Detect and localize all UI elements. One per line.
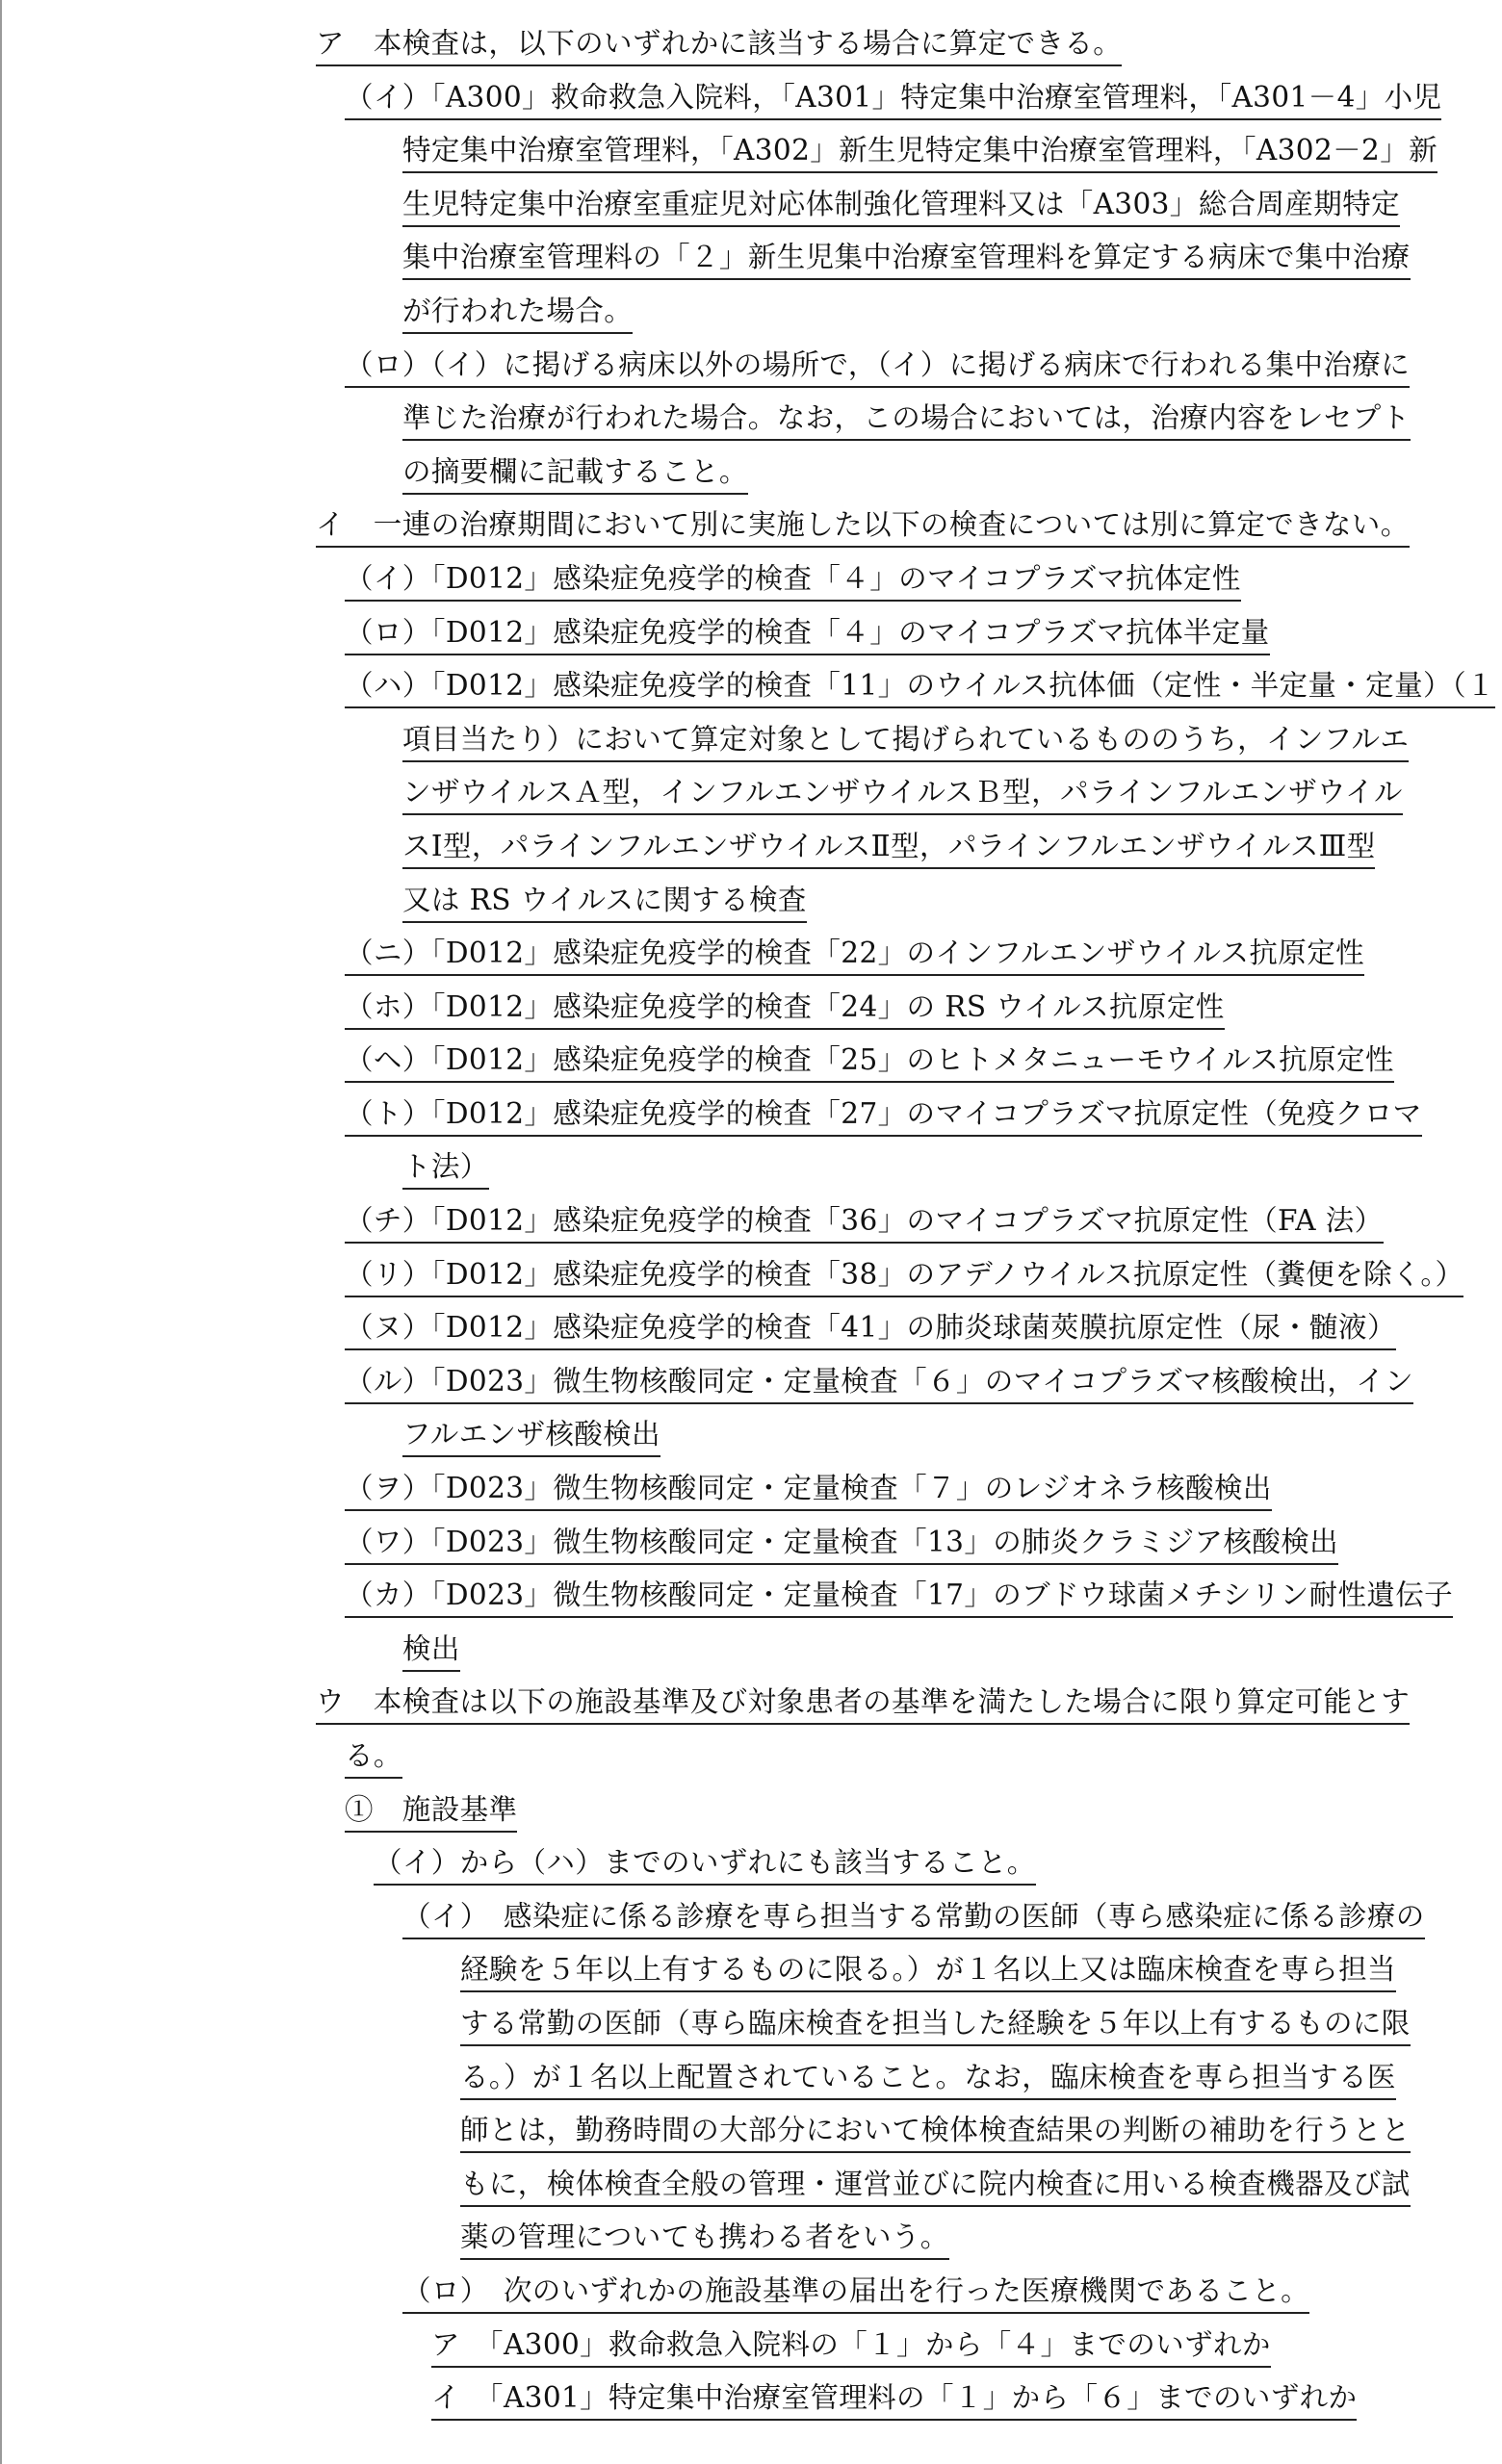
underlined-text: （チ）「D012」感染症免疫学的検査「36」のマイコプラズマ抗原定性（FA 法）	[345, 1202, 1384, 1244]
text-line	[316, 1573, 1477, 1627]
text-line	[316, 1894, 1477, 1948]
underlined-text: する常勤の医師（専ら臨床検査を担当した経験を５年以上有するものに限	[460, 2005, 1411, 2046]
text-line	[316, 878, 1477, 932]
underlined-text: 集中治療室管理料の「２」新生児集中治療室管理料を算定する病床で集中治療	[402, 239, 1411, 280]
text-line	[316, 2001, 1477, 2055]
text-line	[316, 1038, 1477, 1091]
underlined-text: イ 一連の治療期間において別に実施した以下の検査については別に算定できない。	[316, 506, 1410, 548]
underlined-text: （イ）「D012」感染症免疫学的検査「４」のマイコプラズマ抗体定性	[345, 560, 1241, 602]
text-line	[316, 1627, 1477, 1681]
underlined-text: （イ） 感染症に係る診療を専ら担当する常勤の医師（専ら感染症に係る診療の	[402, 1898, 1425, 1939]
underlined-text: （ヲ）「D023」微生物核酸同定・定量検査「７」のレジオネラ核酸検出	[345, 1470, 1272, 1511]
text-line	[316, 931, 1477, 985]
text-line	[316, 1947, 1477, 2001]
underlined-text: （ニ）「D012」感染症免疫学的検査「22」のインフルエンザウイルス抗原定性	[345, 935, 1364, 976]
text-line	[316, 1412, 1477, 1466]
text-line	[316, 824, 1477, 878]
underlined-text: （ル）「D023」微生物核酸同定・定量検査「６」のマイコプラズマ核酸検出，イン	[345, 1363, 1413, 1404]
text-line	[316, 1787, 1477, 1841]
underlined-text: ト法）	[402, 1148, 489, 1190]
underlined-text: ア 本検査は，以下のいずれかに該当する場合に算定できる。	[316, 25, 1122, 66]
underlined-text: ンザウイルスＡ型，インフルエンザウイルスＢ型，パラインフルエンザウイル	[402, 774, 1403, 815]
text-line	[316, 21, 1477, 75]
underlined-text: 準じた治療が行われた場合。なお，この場合においては，治療内容をレセプト	[402, 399, 1411, 441]
text-line	[316, 1840, 1477, 1894]
underlined-text: （ト）「D012」感染症免疫学的検査「27」のマイコプラズマ抗原定性（免疫クロマ	[345, 1095, 1422, 1137]
underlined-text: が行われた場合。	[402, 293, 633, 334]
underlined-text: （ヌ）「D012」感染症免疫学的検査「41」の肺炎球菌莢膜抗原定性（尿・髄液）	[345, 1309, 1396, 1350]
text-line	[316, 128, 1477, 182]
text-line	[316, 2108, 1477, 2162]
text-line	[316, 1359, 1477, 1413]
underlined-text: 検出	[402, 1630, 460, 1672]
text-line	[316, 663, 1495, 717]
underlined-text: 生児特定集中治療室重症児対応体制強化管理料又は「A303」総合周産期特定	[402, 186, 1400, 227]
text-line	[316, 396, 1477, 449]
text-line	[316, 1466, 1477, 1520]
text-line	[316, 182, 1477, 236]
underlined-text: （ロ）「D012」感染症免疫学的検査「４」のマイコプラズマ抗体半定量	[345, 614, 1270, 655]
underlined-text: ア 「A300」救命救急入院料の「１」から「４」までのいずれか	[431, 2326, 1271, 2368]
text-line	[316, 289, 1477, 343]
text-line	[316, 1305, 1477, 1359]
text-line	[316, 770, 1477, 824]
underlined-text: （カ）「D023」微生物核酸同定・定量検査「17」のブドウ球菌メチシリン耐性遺伝子	[345, 1577, 1453, 1618]
underlined-text: 経験を５年以上有するものに限る。）が１名以上又は臨床検査を専ら担当	[460, 1951, 1396, 1992]
text-line	[316, 1680, 1477, 1733]
underlined-text: 師とは，勤務時間の大部分において検体検査結果の判断の補助を行うとと	[460, 2112, 1411, 2153]
underlined-text: ウ 本検査は以下の施設基準及び対象患者の基準を満たした場合に限り算定可能とす	[316, 1683, 1410, 1725]
text-line	[316, 1198, 1477, 1252]
underlined-text: （ロ） 次のいずれかの施設基準の届出を行った医療機関であること。	[402, 2272, 1309, 2314]
text-line	[316, 1520, 1477, 1574]
text-line	[316, 2323, 1477, 2376]
underlined-text: （ワ）「D023」微生物核酸同定・定量検査「13」の肺炎クラミジア核酸検出	[345, 1524, 1338, 1565]
underlined-text: （ロ）（イ）に掲げる病床以外の場所で，（イ）に掲げる病床で行われる集中治療に	[345, 346, 1410, 388]
text-line	[316, 75, 1477, 129]
underlined-text: の摘要欄に記載すること。	[402, 453, 748, 495]
text-line	[316, 1733, 1477, 1787]
left-margin-rule	[0, 0, 2, 2464]
text-line	[316, 717, 1477, 771]
underlined-text: （ヘ）「D012」感染症免疫学的検査「25」のヒトメタニューモウイルス抗原定性	[345, 1041, 1394, 1083]
underlined-text: （イ）から（ハ）までのいずれにも該当すること。	[374, 1844, 1036, 1886]
underlined-text: もに，検体検査全般の管理・運営並びに院内検査に用いる検査機器及び試	[460, 2166, 1411, 2207]
text-line	[316, 1091, 1477, 1145]
text-line	[316, 1144, 1477, 1198]
text-line	[316, 235, 1477, 289]
underlined-text: る。	[345, 1737, 402, 1779]
text-line	[316, 2375, 1477, 2429]
text-line	[316, 2269, 1477, 2323]
text-line	[316, 556, 1477, 610]
document-body	[316, 21, 1495, 2429]
underlined-text: （ホ）「D012」感染症免疫学的検査「24」の RS ウイルス抗原定性	[345, 988, 1225, 1030]
text-line	[316, 449, 1477, 503]
text-line	[316, 2055, 1477, 2109]
underlined-text: イ 「A301」特定集中治療室管理料の「１」から「６」までのいずれか	[431, 2379, 1357, 2421]
underlined-text: 薬の管理についても携わる者をいう。	[460, 2219, 949, 2260]
text-line	[316, 985, 1477, 1039]
text-line	[316, 502, 1477, 556]
underlined-text: ① 施設基準	[345, 1791, 517, 1833]
text-line	[316, 2162, 1477, 2216]
text-line	[316, 610, 1477, 664]
underlined-text: スⅠ型，パラインフルエンザウイルスⅡ型，パラインフルエンザウイルスⅢ型	[402, 828, 1375, 869]
text-line	[316, 343, 1477, 397]
underlined-text: 特定集中治療室管理料，「A302」新生児特定集中治療室管理料，「A302－2」新	[402, 132, 1437, 173]
underlined-text: 又は RS ウイルスに関する検査	[402, 882, 807, 923]
underlined-text: 項目当たり）において算定対象として掲げられているもののうち，インフルエ	[402, 721, 1409, 762]
underlined-text: る。）が１名以上配置されていること。なお，臨床検査を専ら担当する医	[460, 2059, 1396, 2100]
underlined-text: （ハ）「D012」感染症免疫学的検査「11」のウイルス抗体価（定性・半定量・定量）（１	[345, 667, 1495, 708]
underlined-text: （イ）「A300」救命救急入院料，「A301」特定集中治療室管理料，「A301－4」小児	[345, 79, 1441, 120]
underlined-text: フルエンザ核酸検出	[402, 1416, 660, 1457]
text-line	[316, 1252, 1477, 1306]
text-line	[316, 2215, 1477, 2269]
underlined-text: （リ）「D012」感染症免疫学的検査「38」のアデノウイルス抗原定性（糞便を除く。）	[345, 1256, 1463, 1297]
